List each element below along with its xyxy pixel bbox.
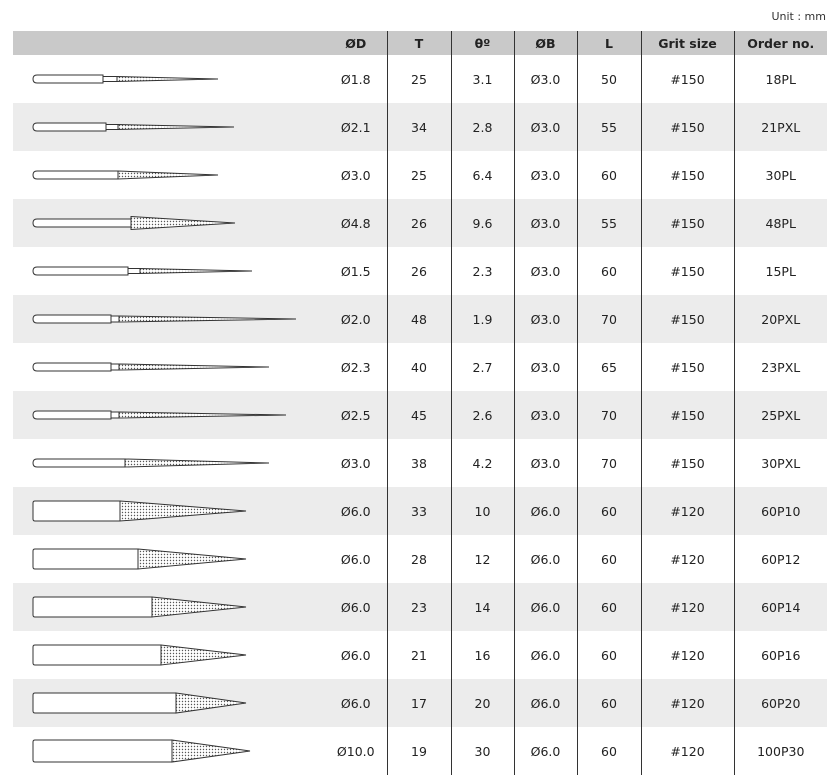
grinding-point-drawing [13,535,325,583]
tip-length-cell: 23 [387,583,451,631]
tool-image-cell [13,727,325,775]
angle-cell: 12 [451,535,514,583]
grit-size-cell: #150 [641,247,734,295]
table-row [13,679,827,727]
tool-abrasive-tip [119,316,296,322]
tool-neck [106,125,118,130]
diameter-cell: Ø6.0 [325,535,387,583]
diameter-cell: Ø1.5 [325,247,387,295]
tool-shank [33,459,125,467]
length-cell: 60 [577,679,641,727]
table-row [13,439,827,487]
table-row [13,295,827,343]
table-row [13,55,827,103]
shank-diameter-cell: Ø3.0 [514,151,577,199]
header-diameter: ØD [325,31,387,55]
order-no-cell: 15PL [765,263,796,279]
tip-length-cell: 17 [387,679,451,727]
tool-image-cell [13,343,325,391]
diameter-cell: Ø2.3 [325,343,387,391]
tool-shank [33,219,131,227]
header-shank-diameter: ØB [514,31,577,55]
tool-abrasive-tip [176,693,246,713]
shank-diameter-cell: Ø3.0 [514,439,577,487]
tool-shank [33,693,176,713]
grit-size-cell: #120 [641,679,734,727]
shank-diameter-cell: Ø6.0 [514,679,577,727]
grinding-point-drawing [13,727,325,775]
length-cell: 60 [577,583,641,631]
table-row [13,199,827,247]
diameter-cell: Ø3.0 [325,439,387,487]
diameter-cell: Ø3.0 [325,151,387,199]
tool-abrasive-tip [172,740,250,762]
angle-cell: 30 [451,727,514,775]
length-cell: 60 [577,535,641,583]
angle-cell: 20 [451,679,514,727]
grinding-point-drawing [13,439,325,487]
grit-size-cell: #150 [641,439,734,487]
tool-image-cell [13,487,325,535]
tool-abrasive-tip [119,364,269,370]
grit-size-cell: #120 [641,631,734,679]
grinding-point-drawing [13,487,325,535]
tool-image-cell [13,103,325,151]
order-no-cell: 18PL [765,71,796,87]
header-image [13,31,325,55]
order-no-cell: 60P10 [734,487,827,535]
tool-abrasive-tip [131,217,235,230]
tip-length-cell: 34 [387,103,451,151]
length-cell: 55 [577,199,641,247]
diameter-cell: Ø10.0 [325,727,387,775]
diameter-cell: Ø6.0 [325,679,387,727]
order-no-cell: 23PXL [761,359,801,375]
grinding-point-drawing [13,631,325,679]
angle-cell: 2.3 [451,247,514,295]
tool-shank [33,549,138,569]
tip-length-cell: 45 [387,391,451,439]
tool-shank [33,267,128,275]
grit-size-cell: #150 [641,199,734,247]
diameter-cell: Ø6.0 [325,487,387,535]
length-cell: 65 [577,343,641,391]
tip-length-cell: 48 [387,295,451,343]
tool-image-cell [13,679,325,727]
tool-image-cell [13,391,325,439]
grinding-point-drawing [13,151,325,199]
tool-shank [33,501,120,521]
length-cell: 60 [577,631,641,679]
table-row [13,391,827,439]
diameter-cell: Ø6.0 [325,631,387,679]
tool-image-cell [13,55,325,103]
grit-size-cell: #150 [641,103,734,151]
grit-size-cell: #120 [641,583,734,631]
tool-neck [128,269,140,274]
tip-length-cell: 33 [387,487,451,535]
grit-size-cell: #120 [641,487,734,535]
angle-cell: 14 [451,583,514,631]
diameter-cell: Ø6.0 [325,583,387,631]
angle-cell: 1.9 [451,295,514,343]
tool-image-cell [13,583,325,631]
tool-image-cell [13,247,325,295]
tool-image-cell [13,151,325,199]
header-length: L [577,31,641,55]
tip-length-cell: 28 [387,535,451,583]
grinding-point-drawing [13,679,325,727]
shank-diameter-cell: Ø6.0 [514,487,577,535]
tip-length-cell: 21 [387,631,451,679]
length-cell: 70 [577,295,641,343]
diameter-cell: Ø2.1 [325,103,387,151]
tool-image-cell [13,295,325,343]
shank-diameter-cell: Ø6.0 [514,535,577,583]
tool-abrasive-tip [138,549,246,569]
shank-diameter-cell: Ø3.0 [514,247,577,295]
grinding-point-drawing [13,55,325,103]
tool-abrasive-tip [140,269,252,274]
grinding-point-drawing [13,199,325,247]
table-row [13,583,827,631]
order-no-cell: 30PL [765,167,796,183]
length-cell: 55 [577,103,641,151]
shank-diameter-cell: Ø6.0 [514,583,577,631]
tip-length-cell: 40 [387,343,451,391]
angle-cell: 9.6 [451,199,514,247]
unit-label: Unit : mm [771,10,826,23]
tool-abrasive-tip [125,459,269,467]
order-no-cell: 21PXL [734,103,827,151]
diameter-cell: Ø2.0 [325,295,387,343]
order-no-cell: 60P12 [761,551,801,567]
shank-diameter-cell: Ø3.0 [514,199,577,247]
table-row [13,343,827,391]
tool-abrasive-tip [118,125,234,130]
grit-size-cell: #150 [641,55,734,103]
grinding-point-drawing [13,391,325,439]
tool-shank [33,411,111,419]
tool-neck [111,364,119,370]
shank-diameter-cell: Ø3.0 [514,103,577,151]
header-grit-size: Grit size [641,31,734,55]
length-cell: 60 [577,487,641,535]
length-cell: 60 [577,727,641,775]
tool-shank [33,363,111,371]
grit-size-cell: #150 [641,295,734,343]
shank-diameter-cell: Ø3.0 [514,391,577,439]
tip-length-cell: 26 [387,199,451,247]
tool-shank [33,645,161,665]
grinding-point-drawing [13,583,325,631]
tool-image-cell [13,439,325,487]
angle-cell: 2.8 [451,103,514,151]
grinding-point-drawing [13,343,325,391]
table-row [13,487,827,535]
order-no-cell: 60P14 [734,583,827,631]
grit-size-cell: #120 [641,535,734,583]
header-angle: θº [451,31,514,55]
table-row [13,727,827,775]
tool-shank [33,75,103,83]
length-cell: 60 [577,151,641,199]
order-no-cell: 60P16 [761,647,801,663]
angle-cell: 16 [451,631,514,679]
grinding-point-drawing [13,247,325,295]
tool-image-cell [13,631,325,679]
angle-cell: 3.1 [451,55,514,103]
order-no-cell: 20PXL [734,295,827,343]
angle-cell: 4.2 [451,439,514,487]
table-row [13,535,827,583]
grit-size-cell: #150 [641,391,734,439]
tool-image-cell [13,535,325,583]
tip-length-cell: 25 [387,151,451,199]
diameter-cell: Ø2.5 [325,391,387,439]
header-row [13,31,827,55]
tip-length-cell: 25 [387,55,451,103]
shank-diameter-cell: Ø3.0 [514,55,577,103]
order-no-cell: 100P30 [757,743,805,759]
tool-neck [111,412,119,418]
tool-shank [33,597,152,617]
table-row [13,631,827,679]
tip-length-cell: 26 [387,247,451,295]
angle-cell: 2.6 [451,391,514,439]
tool-abrasive-tip [152,597,246,617]
tool-shank [33,315,111,323]
table-row [13,247,827,295]
shank-diameter-cell: Ø3.0 [514,343,577,391]
tool-abrasive-tip [120,501,246,521]
order-no-cell: 60P20 [734,679,827,727]
tool-abrasive-tip [117,77,218,82]
order-no-cell: 25PXL [734,391,827,439]
header-order-no: Order no. [734,31,827,55]
tool-shank [33,171,118,179]
shank-diameter-cell: Ø6.0 [514,631,577,679]
shank-diameter-cell: Ø3.0 [514,295,577,343]
angle-cell: 10 [451,487,514,535]
product-table [13,31,827,775]
length-cell: 50 [577,55,641,103]
length-cell: 70 [577,439,641,487]
tip-length-cell: 38 [387,439,451,487]
tool-abrasive-tip [118,171,218,179]
tool-neck [111,316,119,322]
tool-shank [33,740,172,762]
order-no-cell: 30PXL [761,455,801,471]
length-cell: 60 [577,247,641,295]
grit-size-cell: #120 [641,727,734,775]
length-cell: 70 [577,391,641,439]
angle-cell: 6.4 [451,151,514,199]
grit-size-cell: #150 [641,151,734,199]
grinding-point-drawing [13,295,325,343]
table-row [13,151,827,199]
header-tip-length: T [387,31,451,55]
tool-image-cell [13,199,325,247]
angle-cell: 2.7 [451,343,514,391]
tool-shank [33,123,106,131]
tool-abrasive-tip [161,645,246,665]
order-no-cell: 48PL [734,199,827,247]
grinding-point-drawing [13,103,325,151]
grit-size-cell: #150 [641,343,734,391]
table-row [13,103,827,151]
shank-diameter-cell: Ø6.0 [514,727,577,775]
diameter-cell: Ø1.8 [325,55,387,103]
diameter-cell: Ø4.8 [325,199,387,247]
tool-abrasive-tip [119,412,286,418]
tip-length-cell: 19 [387,727,451,775]
tool-neck [103,77,117,82]
